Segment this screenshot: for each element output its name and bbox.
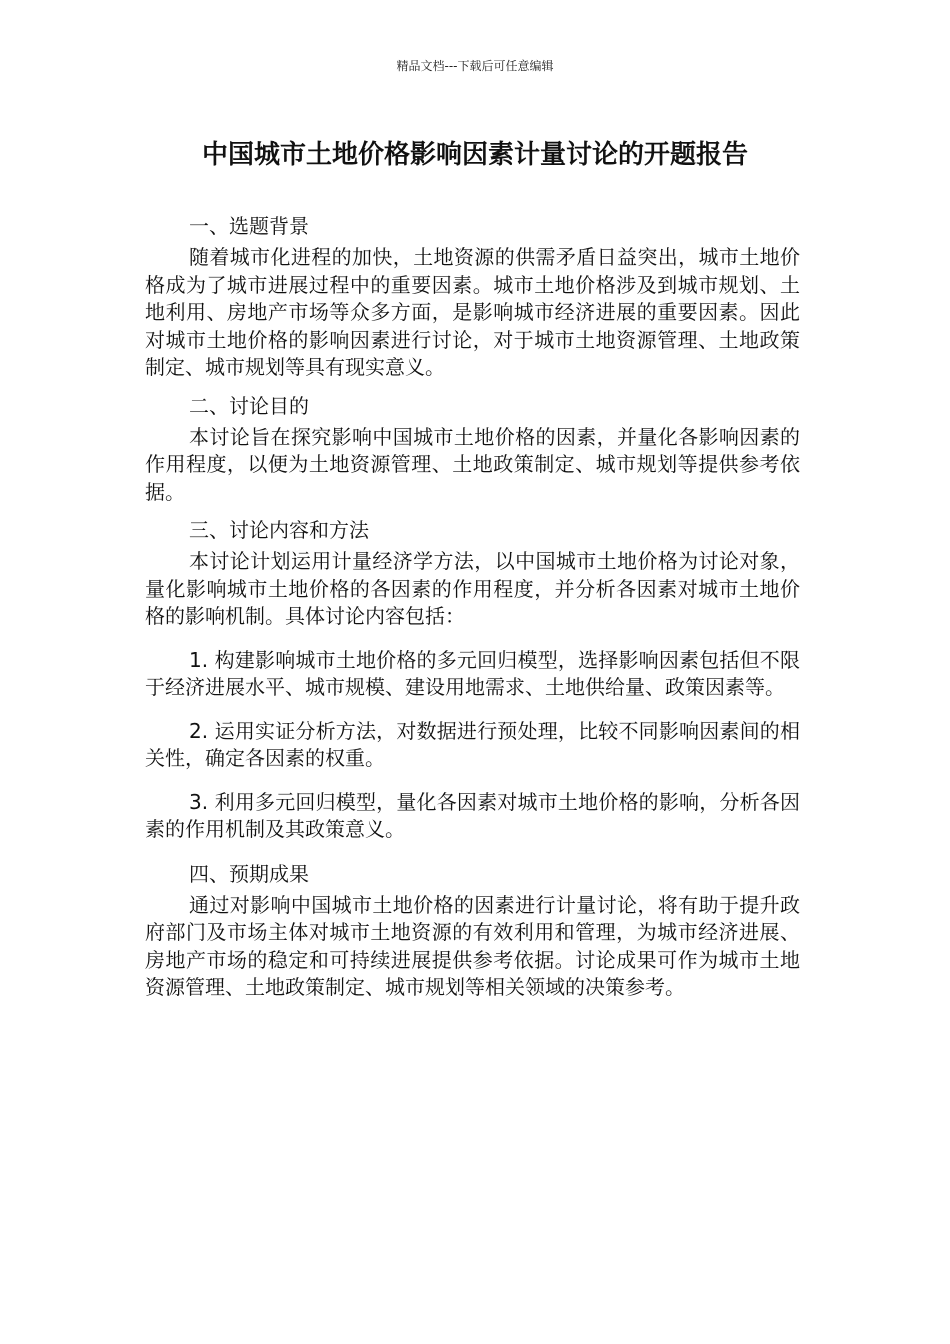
document-body: [145, 212, 800, 1012]
section-heading: 三、讨论内容和方法: [189, 518, 369, 542]
section-background: [145, 212, 800, 382]
section-content-method: [145, 516, 800, 844]
page-header-watermark: 精品文档---下载后可任意编辑: [396, 59, 554, 73]
section-paragraph: 通过对影响中国城市土地价格的因素进行计量讨论，将有助于提升政府部门及市场主体对城市土地资源的有效利用和管理，为城市经济进展、房地产市场的稳定和可持续进展提供参考依据。讨论成果可作为城市土地资源管理、土地政策制定、城市规划等相关领域的决策参考。: [145, 892, 800, 999]
section-heading: 四、预期成果: [189, 861, 309, 886]
document-title: 中国城市土地价格影响因素计量讨论的开题报告: [201, 140, 748, 170]
section-paragraph: 随着城市化进程的加快，土地资源的供需矛盾日益突出，城市土地价格成为了城市进展过程中的重要因素。城市土地价格涉及到城市规划、土地利用、房地产市场等众多方面，是影响城市经济进展的重要因素。因此对城市土地价格的影响因素进行讨论，对于城市土地资源管理、土地政策制定、城市规划等具有现实意义。: [145, 245, 800, 379]
section-heading: 一、选题背景: [189, 214, 309, 238]
section-paragraph: 本讨论计划运用计量经济学方法，以中国城市土地价格为讨论对象，量化影响城市土地价格的各因素的作用程度，并分析各因素对城市土地价格的影响机制。具体讨论内容包括：: [145, 549, 800, 628]
numbered-item: 3. 利用多元回归模型，量化各因素对城市土地价格的影响，分析各因素的作用机制及其政策意义。: [145, 789, 800, 841]
section-expected-results: [145, 860, 800, 1002]
section-heading: 二、讨论目的: [189, 393, 309, 418]
numbered-item: 1. 构建影响城市土地价格的多元回归模型，选择影响因素包括但不限于经济进展水平、城市规模、建设用地需求、土地供给量、政策因素等。: [145, 647, 800, 699]
section-paragraph: 本讨论旨在探究影响中国城市土地价格的因素，并量化各影响因素的作用程度，以便为土地资源管理、土地政策制定、城市规划等提供参考依据。: [145, 424, 800, 504]
numbered-item: 2. 运用实证分析方法，对数据进行预处理，比较不同影响因素间的相关性，确定各因素的权重。: [145, 718, 800, 770]
section-purpose: [145, 392, 800, 507]
